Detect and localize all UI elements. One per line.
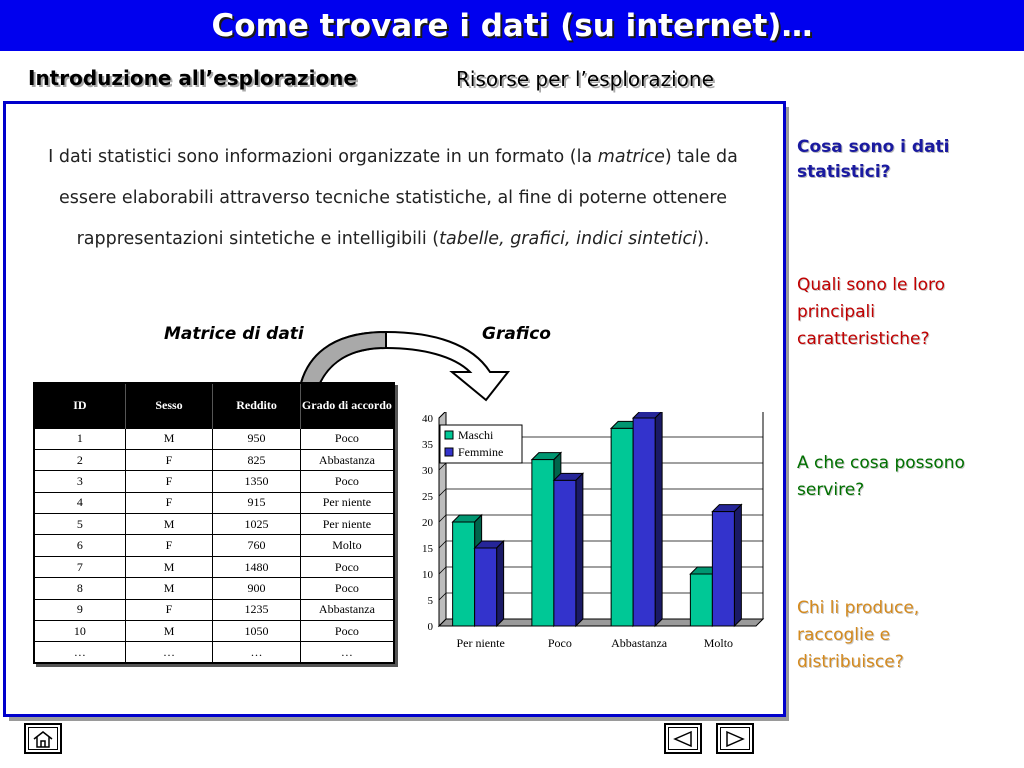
table-row xyxy=(34,428,394,449)
bar xyxy=(554,480,576,626)
y-tick-label: 30 xyxy=(422,465,433,477)
table-cell: 1 xyxy=(34,428,125,449)
table-cell: M xyxy=(125,556,212,577)
table-cell: … xyxy=(125,642,212,663)
table-cell: 3 xyxy=(34,471,125,492)
table-cell: Per niente xyxy=(300,514,394,535)
next-slide-button[interactable] xyxy=(716,723,754,754)
tab-risorse[interactable] xyxy=(456,67,714,91)
table-cell: 4 xyxy=(34,492,125,513)
table-row xyxy=(34,642,394,663)
table-cell: 9 xyxy=(34,599,125,620)
table-cell: 915 xyxy=(213,492,301,513)
table-cell: 2 xyxy=(34,449,125,470)
y-tick-label: 20 xyxy=(422,517,433,529)
tab-introduzione-label: Introduzione all’esplorazione xyxy=(28,66,357,90)
table-cell: F xyxy=(125,449,212,470)
bar-side xyxy=(655,412,662,626)
legend-swatch xyxy=(445,448,453,456)
table-cell: M xyxy=(125,428,212,449)
question-chi-produce[interactable]: Chi li produce, raccoglie e distribuisce? xyxy=(797,598,920,672)
triangle-left-icon xyxy=(668,727,698,750)
bar-side xyxy=(734,505,741,626)
table-cell: … xyxy=(213,642,301,663)
bar xyxy=(633,418,655,626)
table-cell: 1350 xyxy=(213,471,301,492)
table-cell: 1480 xyxy=(213,556,301,577)
prev-slide-button[interactable] xyxy=(664,723,702,754)
bar xyxy=(453,522,475,626)
table-row xyxy=(34,492,394,513)
table-cell: … xyxy=(300,642,394,663)
intro-text-3: ). xyxy=(697,229,710,249)
table-cell: Abbastanza xyxy=(300,449,394,470)
slide-title xyxy=(0,0,1024,51)
triangle-right-icon xyxy=(720,727,750,750)
bar xyxy=(611,428,633,626)
y-tick-label: 15 xyxy=(422,543,433,555)
y-tick-label: 10 xyxy=(422,569,433,581)
question-servire[interactable]: A che cosa possono servire? xyxy=(797,453,965,500)
x-tick-label: Per niente xyxy=(456,636,505,650)
table-cell: Abbastanza xyxy=(300,599,394,620)
table-cell: 1025 xyxy=(213,514,301,535)
intro-matrice-term: matrice xyxy=(597,147,665,167)
table-row xyxy=(34,449,394,470)
table-cell: M xyxy=(125,514,212,535)
table-cell: 8 xyxy=(34,578,125,599)
table-cell: 5 xyxy=(34,514,125,535)
table-row xyxy=(34,471,394,492)
table-header-row xyxy=(34,383,394,428)
table-cell: F xyxy=(125,599,212,620)
table-cell: Poco xyxy=(300,621,394,642)
intro-text-1: I dati statistici sono informazioni organizzate in un formato (la xyxy=(48,147,598,167)
table-cell: 7 xyxy=(34,556,125,577)
table-cell: M xyxy=(125,578,212,599)
x-tick-label: Abbastanza xyxy=(611,636,668,650)
bar xyxy=(532,460,554,626)
legend-label: Maschi xyxy=(458,428,494,442)
bar xyxy=(475,548,497,626)
table-cell: 1235 xyxy=(213,599,301,620)
question-caratteristiche[interactable]: Quali sono le loro principali caratteristiche? xyxy=(797,275,945,349)
slide-title-text: Come trovare i dati (su internet)… xyxy=(211,7,813,44)
table-cell: 950 xyxy=(213,428,301,449)
table-cell: M xyxy=(125,621,212,642)
col-id-header: ID xyxy=(34,383,125,428)
table-cell: … xyxy=(34,642,125,663)
data-matrix-table xyxy=(33,382,395,664)
bar xyxy=(712,512,734,626)
table-cell: 6 xyxy=(34,535,125,556)
table-cell: F xyxy=(125,535,212,556)
col-reddito-header: Reddito xyxy=(213,383,301,428)
question-cosa-sono[interactable]: Cosa sono i dati statistici? xyxy=(797,137,950,182)
y-tick-label: 0 xyxy=(427,621,433,633)
table-row xyxy=(34,535,394,556)
table-cell: Poco xyxy=(300,578,394,599)
intro-paragraph xyxy=(22,137,764,260)
home-button[interactable] xyxy=(24,723,62,754)
y-tick-label: 35 xyxy=(422,439,433,451)
bar-side xyxy=(497,541,504,626)
legend-label: Femmine xyxy=(458,445,504,459)
table-row xyxy=(34,599,394,620)
bar-chart xyxy=(412,412,768,657)
chart-label: Grafico xyxy=(482,324,551,344)
tab-risorse-label: Risorse per l’esplorazione xyxy=(456,67,714,91)
table-cell: F xyxy=(125,492,212,513)
table-row xyxy=(34,514,394,535)
table-cell: Poco xyxy=(300,471,394,492)
table-cell: 825 xyxy=(213,449,301,470)
table-row xyxy=(34,578,394,599)
table-cell: Poco xyxy=(300,428,394,449)
x-tick-label: Molto xyxy=(703,636,734,650)
table-cell: 1050 xyxy=(213,621,301,642)
table-cell: F xyxy=(125,471,212,492)
intro-representations: tabelle, grafici, indici sintetici xyxy=(439,229,698,249)
col-sesso-header: Sesso xyxy=(125,383,212,428)
y-tick-label: 5 xyxy=(427,595,433,607)
bar-side xyxy=(576,473,583,626)
matrix-label: Matrice di dati xyxy=(164,324,304,344)
table-row xyxy=(34,621,394,642)
table-cell: 10 xyxy=(34,621,125,642)
table-row xyxy=(34,556,394,577)
y-tick-label: 40 xyxy=(422,413,433,425)
x-tick-label: Poco xyxy=(547,636,572,650)
table-cell: 900 xyxy=(213,578,301,599)
table-cell: 760 xyxy=(213,535,301,556)
y-tick-label: 25 xyxy=(422,491,433,503)
bar xyxy=(690,574,712,626)
table-cell: Per niente xyxy=(300,492,394,513)
legend-swatch xyxy=(445,431,453,439)
col-grado-header: Grado di accordo xyxy=(300,383,394,428)
tab-introduzione[interactable] xyxy=(28,66,357,90)
table-cell: Molto xyxy=(300,535,394,556)
home-icon xyxy=(28,727,58,750)
table-cell: Poco xyxy=(300,556,394,577)
intro-text-2: ) tale da essere elaborabili attraverso tecniche statistiche, al fine di poterne ottenere rappresentazioni sintetiche e intelligibili ( xyxy=(59,147,738,249)
